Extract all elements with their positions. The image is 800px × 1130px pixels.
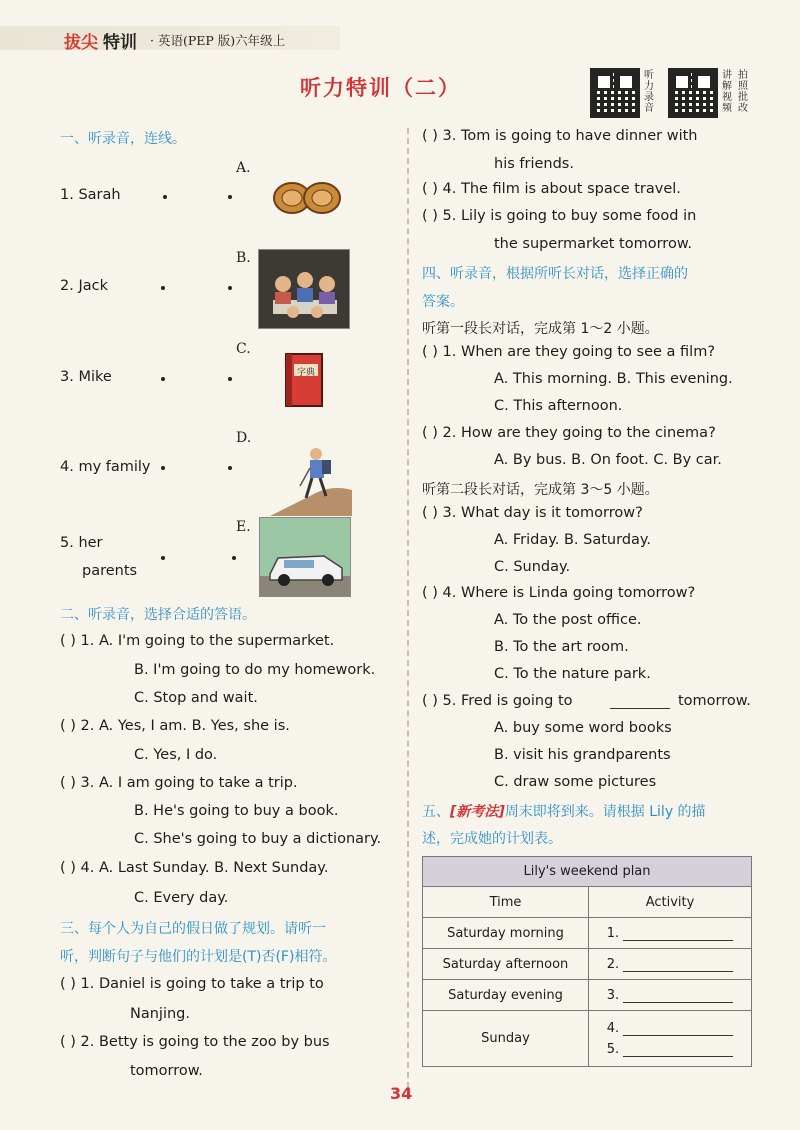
table-row — [423, 918, 752, 949]
s4-q4-a: A. To the post office. — [494, 612, 642, 628]
s4-q1-c: C. This afternoon. — [494, 398, 623, 414]
s2-q1-c: C. Stop and wait. — [134, 690, 258, 706]
row-number: 2. — [606, 956, 620, 972]
s2-q4: ( ) 4. A. Last Sunday. B. Next Sunday. — [60, 860, 329, 876]
row-number: 4. — [606, 1020, 620, 1036]
option-letter-b: B. — [236, 250, 251, 266]
answer-blank[interactable] — [623, 1024, 733, 1036]
qr-label-video: 讲解视频 — [722, 70, 732, 114]
s3-q5: ( ) 5. Lily is going to buy some food in — [422, 208, 697, 224]
section1-heading: 一、听录音，连线。 — [60, 131, 186, 147]
section5-heading-2: 述，完成她的计划表。 — [422, 831, 562, 847]
s2-q3-b: B. He's going to buy a book. — [134, 803, 339, 819]
qr-label-grading: 拍照批改 — [738, 70, 748, 114]
header-subtitle: · 英语(PEP 版)六年级上 — [150, 33, 286, 48]
qr-code-icon[interactable] — [668, 68, 718, 118]
section4-heading-2: 答案。 — [422, 294, 464, 310]
s2-q2-c: C. Yes, I do. — [134, 747, 218, 763]
answer-blank[interactable] — [623, 991, 733, 1003]
time-cell: Sunday — [423, 1011, 589, 1067]
section4-sub-2: 听第二段长对话，完成第 3～5 小题。 — [422, 482, 659, 498]
s4-q4-b: B. To the art room. — [494, 639, 629, 655]
col-header-time: Time — [423, 887, 589, 918]
brand-black: 特训 — [103, 33, 137, 53]
s4-q5-a: A. buy some word books — [494, 720, 672, 736]
s2-q4-c: C. Every day. — [134, 890, 229, 906]
match-dot-left[interactable] — [161, 556, 165, 560]
match-dot-right[interactable] — [228, 377, 232, 381]
s3-q2-cont: tomorrow. — [130, 1063, 203, 1079]
option-letter-d: D. — [236, 430, 252, 446]
col-header-activity: Activity — [589, 887, 752, 918]
s2-q3: ( ) 3. A. I am going to take a trip. — [60, 775, 298, 791]
s4-q4-c: C. To the nature park. — [494, 666, 651, 682]
section3-heading-2: 听，判断句子与他们的计划是(T)否(F)相符。 — [60, 949, 337, 965]
hiker-picture — [270, 440, 352, 516]
match-name-5: 5. her — [60, 535, 103, 551]
time-cell: Saturday evening — [423, 980, 589, 1011]
activity-cell[interactable] — [589, 1011, 752, 1067]
answer-blank[interactable] — [623, 960, 733, 972]
section5-heading-1 — [422, 801, 706, 821]
time-cell: Saturday afternoon — [423, 949, 589, 980]
match-dot-left[interactable] — [161, 466, 165, 470]
dictionary-label: 字典 — [297, 368, 316, 378]
section4-heading-1: 四、听录音，根据所听长对话，选择正确的 — [422, 266, 688, 282]
match-dot-right[interactable] — [228, 195, 232, 199]
s4-q1-ab: A. This morning. B. This evening. — [494, 371, 733, 387]
match-name-5-cont: parents — [82, 563, 138, 579]
option-letter-e: E. — [236, 519, 251, 535]
s4-q4: ( ) 4. Where is Linda going tomorrow? — [422, 585, 696, 601]
table-row — [423, 949, 752, 980]
s2-q1-b: B. I'm going to do my homework. — [134, 662, 376, 678]
s4-q5-tail: tomorrow. — [678, 693, 751, 709]
match-dot-left[interactable] — [161, 377, 165, 381]
section5-heading-text: 周末即将到来。请根据 Lily 的描 — [504, 804, 706, 820]
match-dot-left[interactable] — [161, 286, 165, 290]
s4-q2-abc: A. By bus. B. On foot. C. By car. — [494, 452, 722, 468]
s4-q3: ( ) 3. What day is it tomorrow? — [422, 505, 643, 521]
s4-q2: ( ) 2. How are they going to the cinema? — [422, 425, 716, 441]
weekend-plan-table — [422, 856, 752, 1067]
answer-blank[interactable] — [623, 929, 733, 941]
mooncakes-picture — [272, 178, 342, 218]
match-name-1: 1. Sarah — [60, 187, 121, 203]
car-trip-picture — [259, 517, 351, 597]
s3-q5-cont: the supermarket tomorrow. — [494, 236, 692, 252]
row-number: 5. — [606, 1041, 620, 1057]
section4-sub-1: 听第一段长对话，完成第 1～2 小题。 — [422, 321, 659, 337]
s4-q5-blank[interactable] — [610, 699, 670, 709]
match-dot-right[interactable] — [232, 556, 236, 560]
table-row — [423, 980, 752, 1011]
row-number: 1. — [606, 925, 620, 941]
table-row — [423, 1011, 752, 1067]
s2-q1: ( ) 1. A. I'm going to the supermarket. — [60, 633, 335, 649]
row-number: 3. — [606, 987, 620, 1003]
option-letter-c: C. — [236, 341, 251, 357]
dictionary-picture — [282, 350, 326, 410]
s4-q5-b: B. visit his grandparents — [494, 747, 671, 763]
brand-red: 拔尖 — [64, 33, 98, 53]
page-title: 听力特训（二） — [300, 75, 461, 100]
s2-q2: ( ) 2. A. Yes, I am. B. Yes, she is. — [60, 718, 290, 734]
s4-q3-c: C. Sunday. — [494, 559, 571, 575]
s2-q3-c: C. She's going to buy a dictionary. — [134, 831, 382, 847]
qr-label-listen: 听力录音 — [644, 70, 654, 114]
activity-cell[interactable] — [589, 918, 752, 949]
time-cell: Saturday morning — [423, 918, 589, 949]
s4-q5-c: C. draw some pictures — [494, 774, 657, 790]
family-dinner-picture — [258, 249, 350, 329]
match-name-4: 4. my family — [60, 459, 151, 475]
header-bar — [0, 22, 800, 52]
new-exam-tag: [新考法] — [450, 804, 505, 820]
s3-q1-cont: Nanjing. — [130, 1006, 190, 1022]
s3-q4: ( ) 4. The film is about space travel. — [422, 181, 681, 197]
s3-q1: ( ) 1. Daniel is going to take a trip to — [60, 976, 324, 992]
s3-q2: ( ) 2. Betty is going to the zoo by bus — [60, 1034, 330, 1050]
section2-heading: 二、听录音，选择合适的答语。 — [60, 607, 256, 623]
match-name-2: 2. Jack — [60, 278, 108, 294]
match-dot-right[interactable] — [228, 466, 232, 470]
option-letter-a: A. — [236, 160, 251, 176]
table-title: Lily's weekend plan — [423, 857, 752, 887]
s4-q1: ( ) 1. When are they going to see a film? — [422, 344, 716, 360]
column-divider — [407, 128, 409, 1088]
match-name-3: 3. Mike — [60, 369, 112, 385]
s4-q5: ( ) 5. Fred is going to — [422, 693, 573, 709]
s3-q3-cont: his friends. — [494, 156, 574, 172]
s4-q3-ab: A. Friday. B. Saturday. — [494, 532, 652, 548]
section5-prefix: 五、 — [422, 804, 450, 820]
match-dot-right[interactable] — [228, 286, 232, 290]
answer-blank[interactable] — [623, 1045, 733, 1057]
activity-cell[interactable] — [589, 949, 752, 980]
activity-cell[interactable] — [589, 980, 752, 1011]
match-dot-left[interactable] — [163, 195, 167, 199]
qr-code-icon[interactable] — [590, 68, 640, 118]
section3-heading-1: 三、每个人为自己的假日做了规划。请听一 — [60, 921, 326, 937]
s3-q3: ( ) 3. Tom is going to have dinner with — [422, 128, 698, 144]
page-number: 34 — [390, 1084, 413, 1103]
